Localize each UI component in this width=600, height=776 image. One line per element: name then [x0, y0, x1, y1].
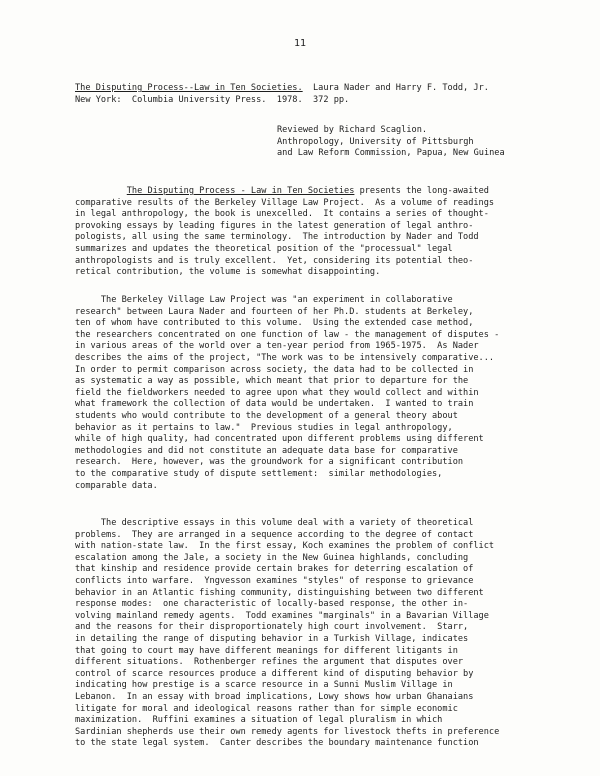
reviewer-affiliation-2: and Law Reform Commission, Papua, New Guinea	[277, 148, 505, 159]
paragraph-intro-lead: presents the long-awaited	[354, 186, 489, 196]
book-title-inline: The Disputing Process - Law in Ten Societies	[126, 186, 355, 196]
reviewer-block	[277, 125, 577, 160]
book-publication: New York: Columbia University Press. 1978. 372 pp.	[75, 94, 350, 105]
book-title: The Disputing Process--Law in Ten Societies.	[75, 83, 303, 93]
reviewer-affiliation-1: Anthropology, University of Pittsburgh	[277, 136, 474, 147]
paragraph-intro-body: comparative results of the Berkeley Village Law Project. As a volume of readings in legal anthropology, the book is unexcelled. It contains a series of thought- provoking essays by leading figures in the latest generation of legal anthro- pologists, all using the same terminology. The introduction by Nader and Todd summarizes and updates the theoretical position of the "processual" legal anthropologists and is truly excellent. Yet, considering its potential theo- retical contribution, the volume is somewhat disappointing.	[75, 197, 495, 278]
page-number: 11	[293, 38, 307, 49]
reviewer-name: Reviewed by Richard Scaglion.	[277, 125, 428, 135]
book-citation	[75, 83, 555, 106]
book-authors: Laura Nader and Harry F. Todd, Jr.	[302, 83, 489, 93]
paragraph-intro	[75, 186, 545, 279]
paragraph-essays: The descriptive essays in this volume deal with a variety of theoretical problems. They are arranged in a sequence according to the degree of contact with nation-state law. In the first essay, Koch examines the problem of conflict escalation among the Jale, a society in the New Guinea highlands, concluding that kinship and residence provide certain brakes for deterring escalation of conflicts into warfare. Yngvesson examines "styles" of response to grievance behavior in an Atlantic fishing community, distinguishing between two different response modes: one characteristic of locally-based response, the other in- volving mainland remedy agents. Todd examines "marginals" in a Bavarian Village and the reasons for their disproportionately high court involvement. Starr, in detailing the range of disputing behavior in a Turkish Village, indicates that going to court may have different meanings for different litigants in different situations. Rothenberger refines the argument that disputes over control of scarce resources produce a different kind of disputing behavior by indicating how prestige is a scarce resource in a Sunni Muslim Village in Lebanon. In an essay with broad implications, Lowy shows how urban Ghanaians litigate for moral and ideological reasons rather than for simple economic maximization. Ruffini examines a situation of legal pluralism in which Sardinian shepherds use their own remedy agents for livestock thefts in preference to the state legal system. Canter describes the boundary maintenance function	[75, 518, 500, 749]
paragraph-project: The Berkeley Village Law Project was "an experiment in collaborative research" between Laura Nader and fourteen of her Ph.D. students at Berkeley, ten of whom have contributed to this volume. Using the extended case method, the researchers concentrated on one function of law - the management of disputes - in various areas of the world over a ten-year period from 1965-1975. As Nader describes the aims of the project, "The work was to be intensively comparative... In order to permit comparison across society, the data had to be collected in as systematic a way as possible, which meant that prior to departure for the field the fieldworkers needed to agree upon what they would collect and within what framework the collection of data would be undertaken. I wanted to train students who would contribute to the development of a general theory about behavior as it pertains to law." Previous studies in legal anthropology, while of high quality, had concentrated upon different problems using different methodologies and did not constitute an adequate data base for comparative research. Here, however, was the groundwork for a significant contribution to the comparative study of dispute settlement: similar methodologies, comparable data.	[75, 295, 500, 491]
